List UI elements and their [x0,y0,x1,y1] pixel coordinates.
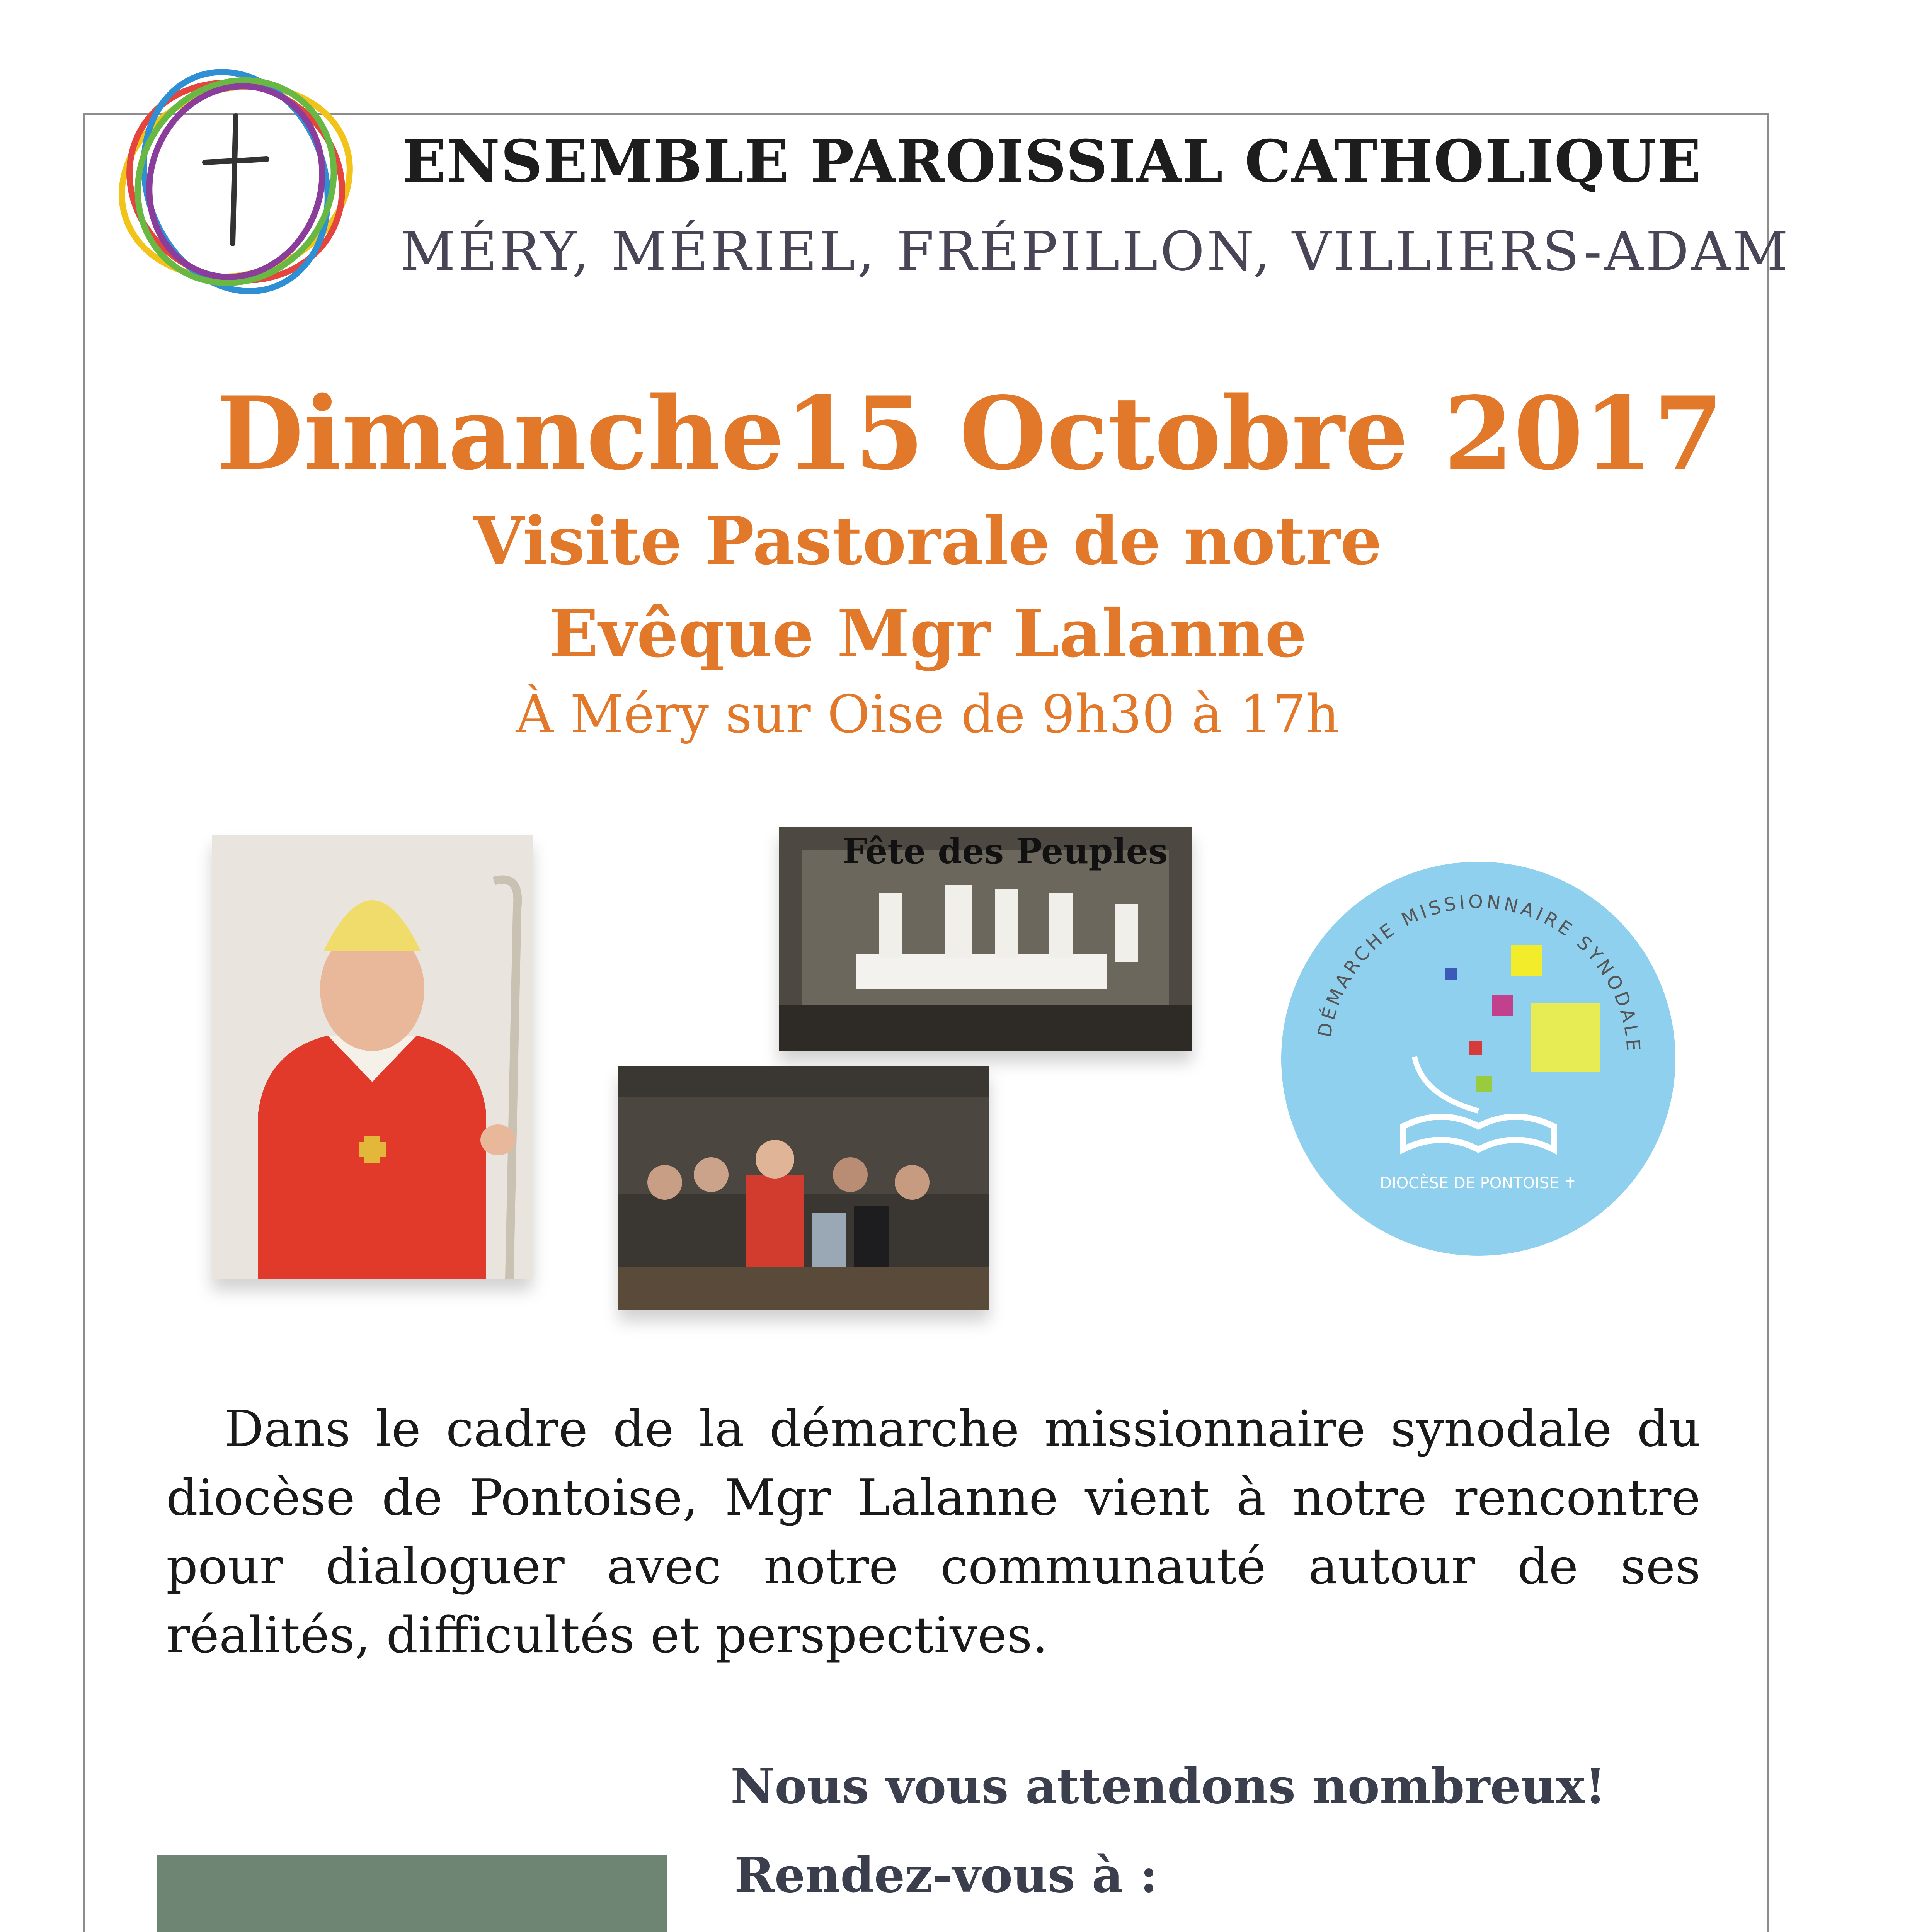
contact-box [157,1855,667,1932]
church-congregation-photo [618,1066,989,1310]
synod-logo-icon [1260,840,1697,1277]
svg-text:DÉMARCHE MISSIONNAIRE SYNODALE: DÉMARCHE MISSIONNAIRE SYNODALE [1314,891,1645,1054]
intro-paragraph: Dans le cadre de la démarche missionnaire synodale du diocèse de Pontoise, Mgr Lalanne vient à notre rencontre pour dialoguer avec notre communauté autour de ses réalités, difficultés et perspectives. [166,1400,1701,1664]
rendezvous-heading: Rendez-vous à : [734,1847,1158,1903]
towns-subtitle: MÉRY, MÉRIEL, FRÉPILLON, VILLIERS-ADAM [400,220,1791,283]
event-title-line2: Evêque Mgr Lalanne [548,595,1307,672]
event-location-time: À Méry sur Oise de 9h30 à 17h [516,684,1340,745]
event-date: Dimanche15 Octobre 2017 [216,375,1723,493]
organization-title: ENSEMBLE PAROISSIAL CATHOLIQUE [402,128,1702,196]
event-title-line1: Visite Pastorale de notre [473,502,1382,580]
svg-text:DIOCÈSE DE PONTOISE ✝: DIOCÈSE DE PONTOISE ✝ [1380,1174,1577,1192]
welcome-heading: Nous vous attendons nombreux! [730,1758,1606,1815]
fete-des-peuples-label: Fête des Peuples [843,831,1168,872]
bishop-photo [212,835,533,1279]
parish-logo-icon [89,58,383,305]
